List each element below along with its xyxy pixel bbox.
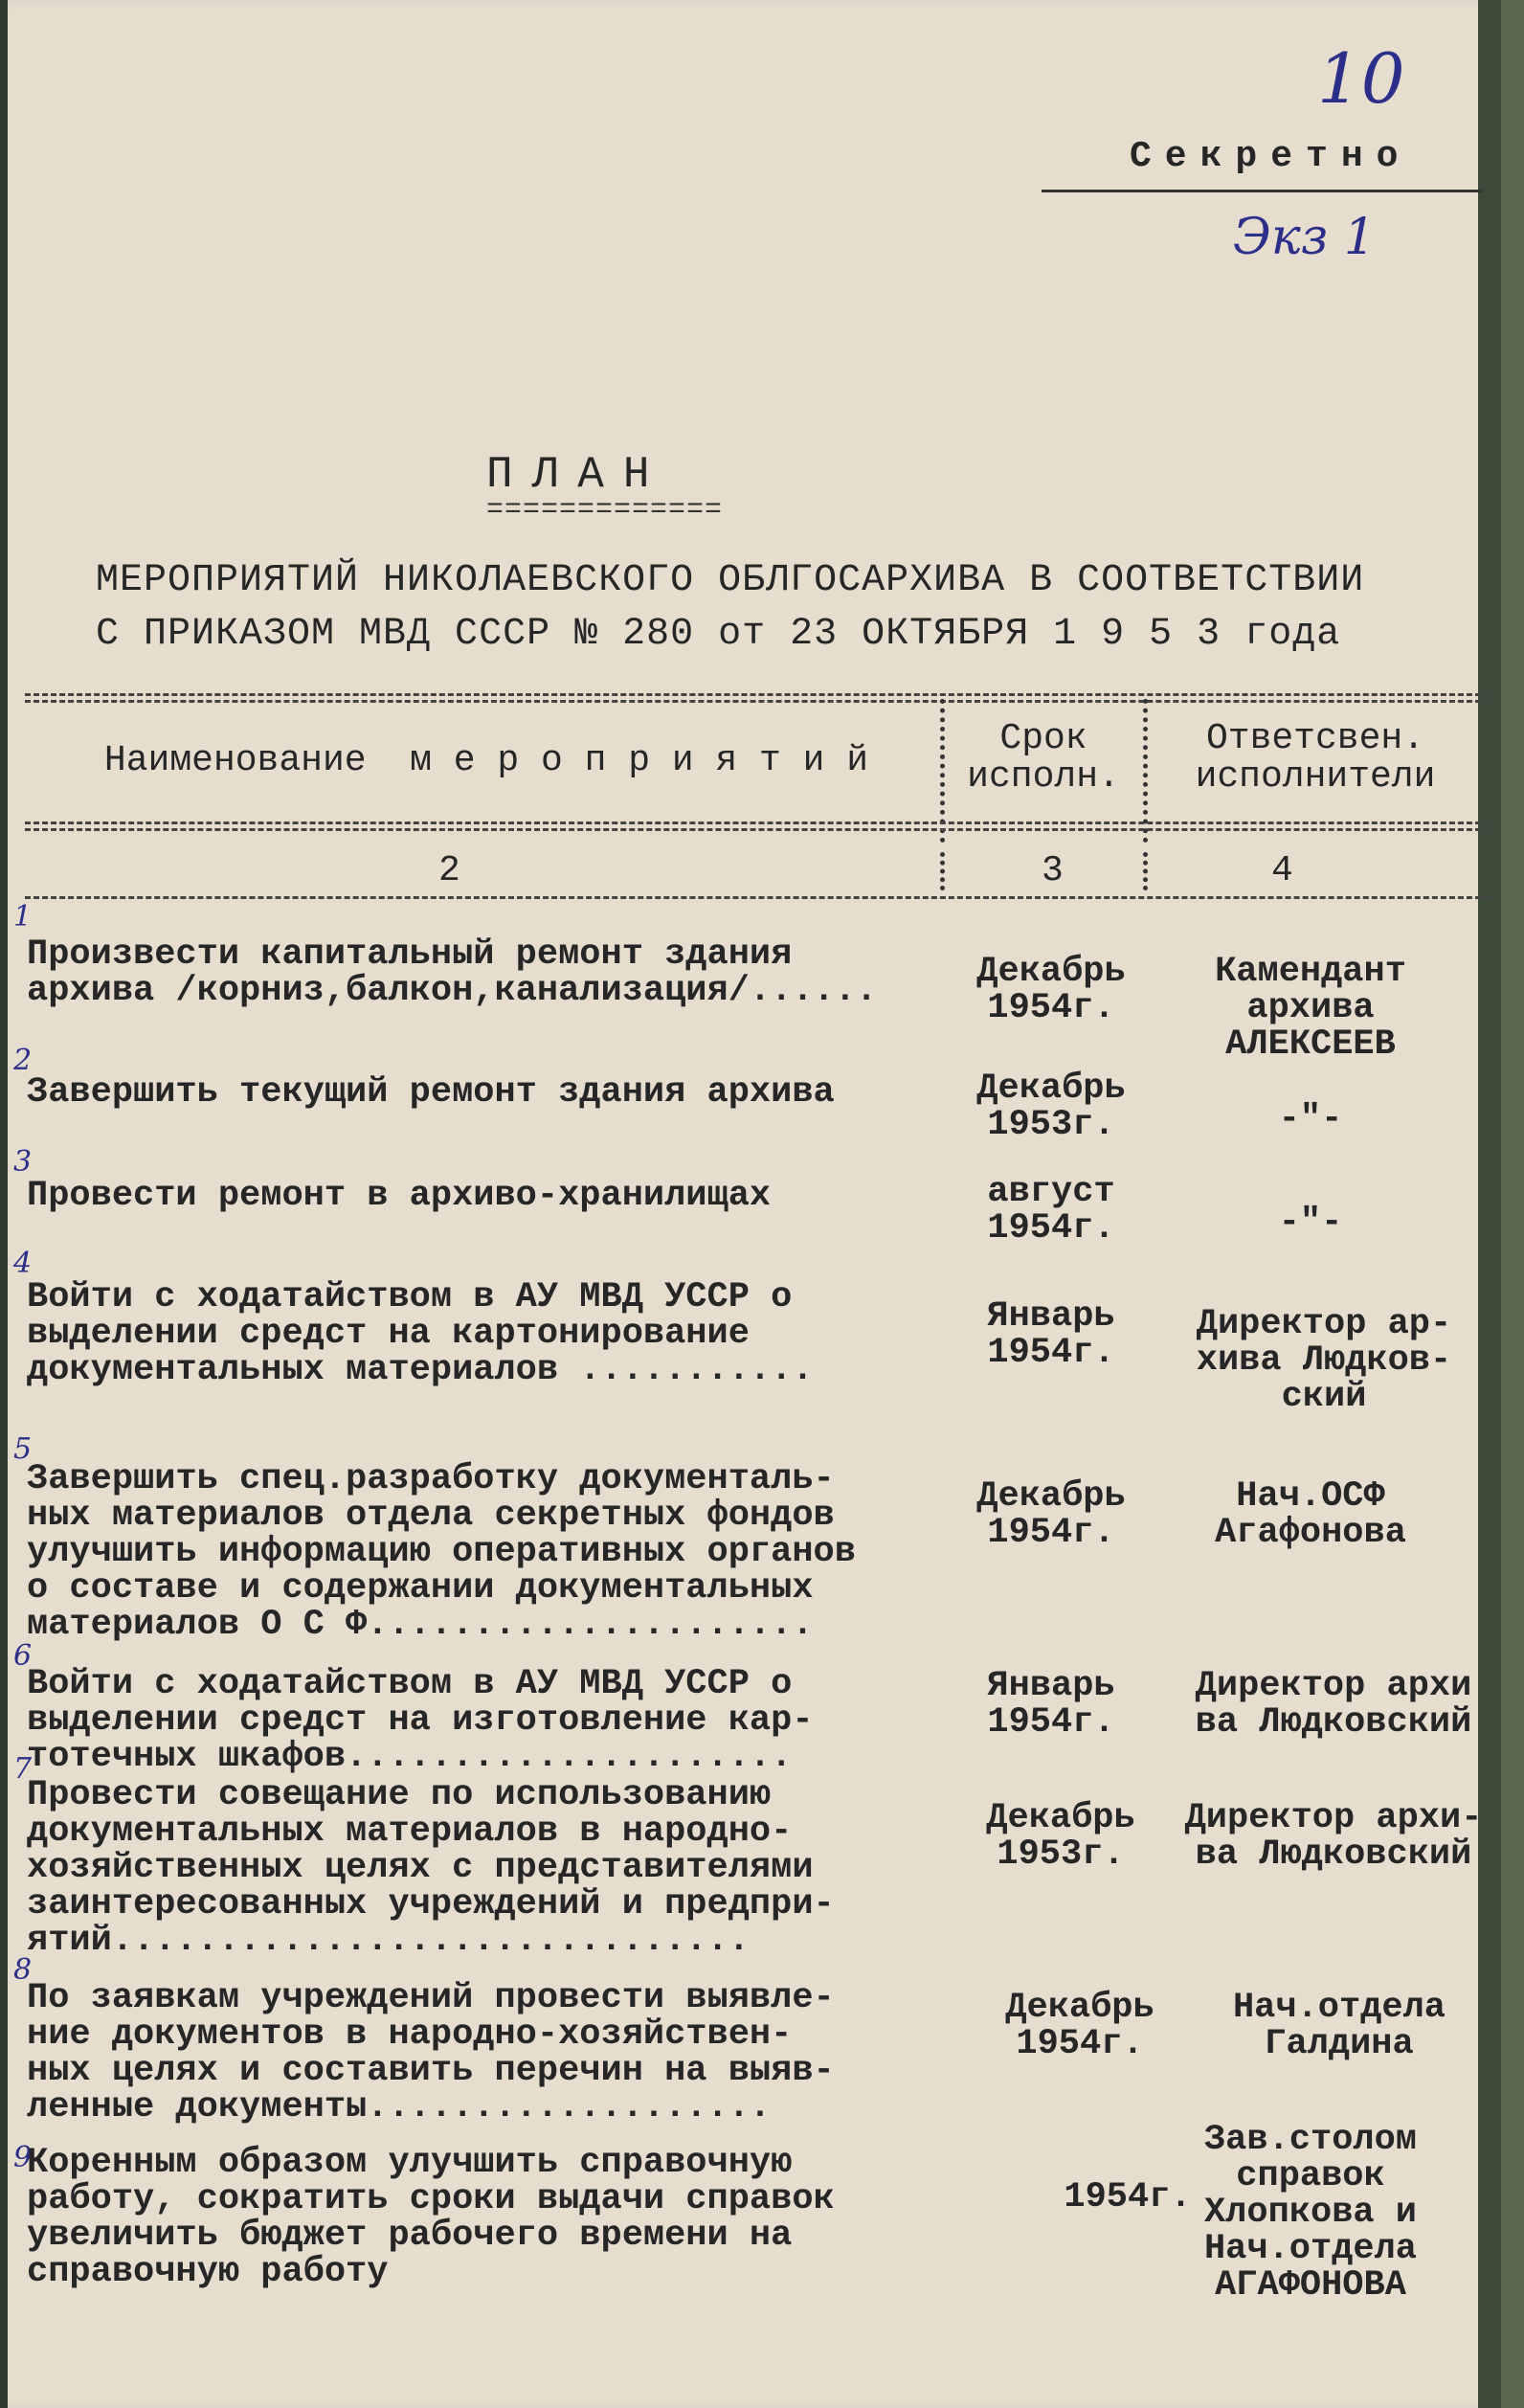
row-number: 5 — [13, 1432, 33, 1466]
row-deadline: Январь 1954г. — [987, 1296, 1115, 1373]
row-responsible: Директор архи ва Людковский — [1195, 1666, 1472, 1743]
row-responsible: Директор ар- хива Людков- ский — [1196, 1304, 1452, 1417]
row-deadline: август 1954г. — [987, 1172, 1115, 1249]
row-task: Произвести капитальный ремонт здания архива /корниз,балкон,канализация/...... — [27, 934, 878, 1011]
row-responsible: Нач.ОСФ Агафонова — [1215, 1476, 1406, 1553]
handwritten-page-number: 10 — [1317, 38, 1405, 119]
row-deadline: Декабрь 1954г. — [976, 1476, 1126, 1553]
row-number: 2 — [13, 1044, 33, 1077]
classification-stamp: Секретно — [1130, 136, 1412, 177]
row-task: Завершить спец.разработку документаль- ных материалов отдела секретных фондов улучшить информацию оперативных органов о составе и содержании документальных материалов О С Ф..................... — [27, 1459, 856, 1645]
row-number: 6 — [13, 1639, 33, 1673]
row-deadline: Декабрь 1954г. — [976, 952, 1126, 1028]
header-name: Наименование м е р о п р и я т и й — [103, 740, 869, 781]
row-deadline: 1954г. — [1064, 2177, 1192, 2217]
binding-strip — [0, 0, 8, 2408]
row-deadline: Декабрь 1954г. — [1005, 1988, 1154, 2064]
header-deadline: Срок исполн. — [967, 718, 1120, 798]
row-number: 7 — [13, 1752, 33, 1786]
table-top-rule — [25, 693, 1490, 703]
row-number: 8 — [13, 1953, 33, 1987]
plan-subtitle-line2: С ПРИКАЗОМ МВД СССР № 280 от 23 ОКТЯБРЯ 1 9 5 3 года — [96, 613, 1341, 656]
column-divider-2b — [1143, 852, 1148, 890]
document-sheet — [8, 0, 1501, 2408]
plan-subtitle-line1: МЕРОПРИЯТИЙ НИКОЛАЕВСКОГО ОБЛГОСАРХИВА В СООТВЕТСТВИИ — [96, 559, 1365, 602]
column-number-3: 3 — [1042, 850, 1064, 891]
row-task: Войти с ходатайством в АУ МВД УССР о выделении средст на картонирование документальных материалов ........... — [27, 1277, 814, 1390]
row-task: Коренным образом улучшить справочную работу, сократить сроки выдачи справок увеличить бюджет рабочего времени на справочную работу — [27, 2143, 835, 2292]
row-task: Провести ремонт в архиво-хранилищах — [27, 1176, 772, 1216]
row-responsible: Камендант архива АЛЕКСЕЕВ — [1215, 952, 1406, 1065]
row-number: 3 — [13, 1145, 33, 1179]
column-divider-1b — [940, 852, 945, 890]
row-number: 4 — [13, 1247, 33, 1280]
row-responsible: Директор архи- ва Людковский — [1184, 1798, 1483, 1875]
row-deadline: Декабрь 1953г. — [986, 1798, 1135, 1875]
row-task: Войти с ходатайством в АУ МВД УССР о выделении средст на изготовление кар- тотечных шкафов..................... — [27, 1664, 814, 1777]
row-responsible: -"- — [1278, 1099, 1343, 1139]
plan-title-underline: ============= — [486, 494, 724, 527]
row-task: Провести совещание по использованию документальных материалов в народно- хозяйственных целях с представителями заинтересованных учреждений и предпри- ятий.............................. — [27, 1775, 835, 1961]
header-responsible: Ответсвен. исполнители — [1195, 718, 1436, 798]
plan-title: ПЛАН — [486, 450, 669, 500]
handwritten-copy-number: Экз 1 — [1233, 209, 1376, 266]
column-number-4: 4 — [1271, 850, 1293, 891]
row-task: Завершить текущий ремонт здания архива — [27, 1072, 835, 1113]
row-number: 1 — [13, 900, 33, 934]
row-responsible: -"- — [1278, 1203, 1343, 1243]
column-number-2: 2 — [438, 850, 460, 891]
row-deadline: Январь 1954г. — [987, 1666, 1115, 1743]
row-task: По заявкам учреждений провести выявле- ние документов в народно-хозяйствен- ных целях и составить перечин на выяв- ленные документы................... — [27, 1978, 835, 2127]
classification-underline — [1042, 190, 1482, 192]
numbers-bottom-rule — [25, 896, 1490, 903]
header-bottom-rule — [25, 821, 1490, 831]
row-responsible: Нач.отдела Галдина — [1232, 1988, 1446, 2064]
row-deadline: Декабрь 1953г. — [976, 1069, 1126, 1145]
row-number: 9 — [13, 2141, 33, 2174]
row-responsible: Зав.столом справок Хлопкова и Нач.отдела АГАФОНОВА — [1203, 2120, 1418, 2306]
